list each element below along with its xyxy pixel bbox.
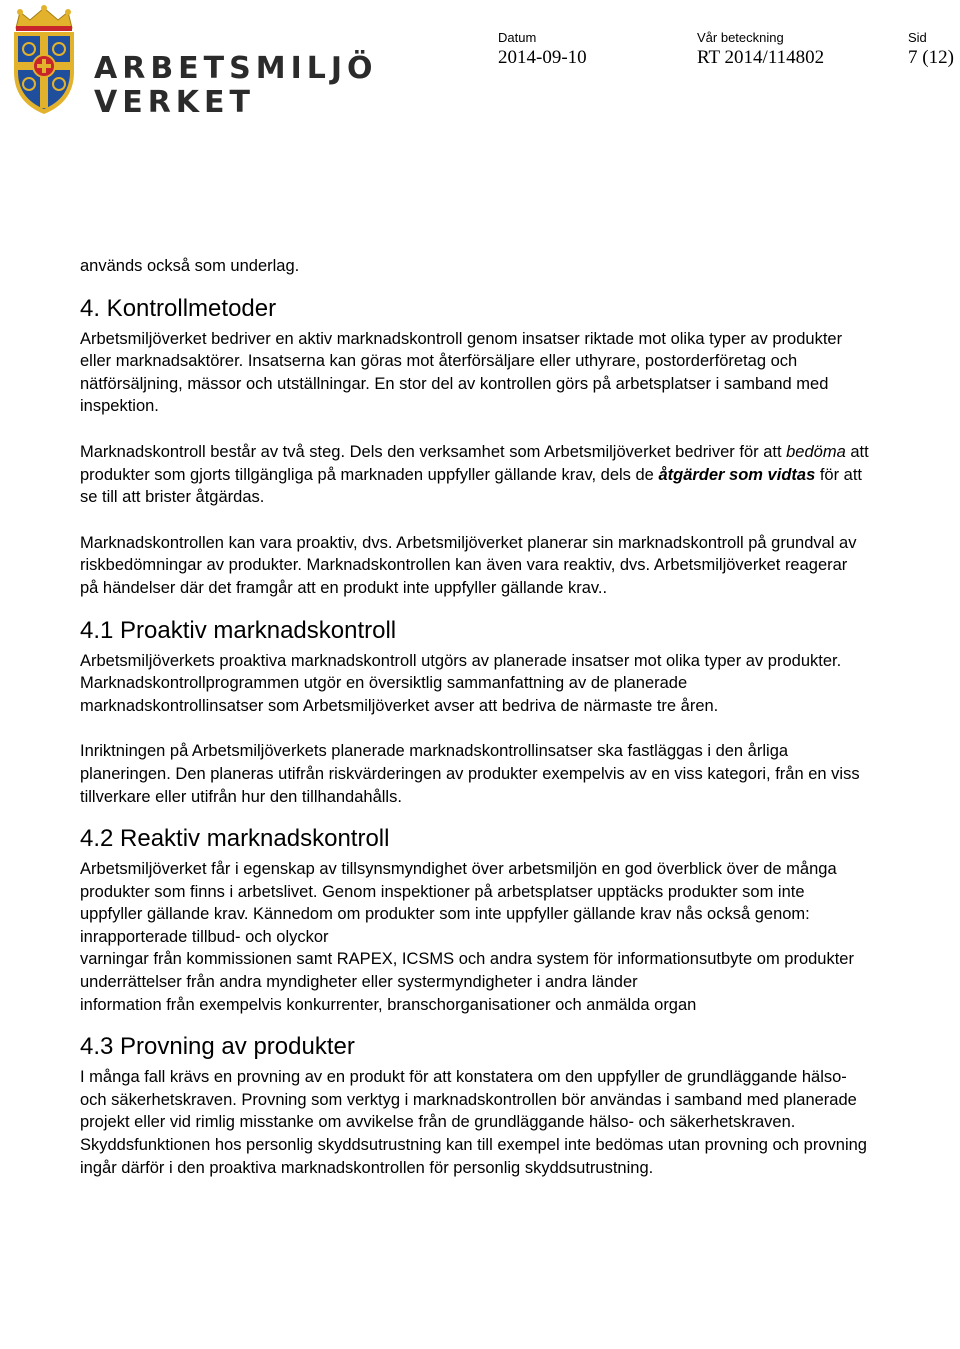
document-body: [80, 255, 870, 1179]
reference-value: RT 2014/114802: [697, 47, 825, 68]
reference-field: [697, 30, 824, 70]
section-4-2-heading: 4.2 Reaktiv marknadskontroll: [80, 825, 390, 853]
section-4-1-heading: 4.1 Proaktiv marknadskontroll: [80, 616, 397, 644]
section-4-1-paragraph-2: Inriktningen på Arbetsmiljöverkets planerade marknadskontrollinsatser ska fastläggas i den årliga planeringen. Den planeras utifrån riskvärderingen av produkter exempelvis av en viss kategori, från en viss tillverkare eller utifrån hur den tillhandahålls.: [80, 742, 860, 806]
section-4-3-paragraph-1: I många fall krävs en provning av en produkt för att konstatera om den uppfyller de grundläggande hälso- och säkerhetskraven. Provning som verktyg i marknadskontrollen bör användas i samband med planerade projekt eller vid rimlig misstanke om avvikelse från de grundläggande hälso- och säkerhetskraven. Skyddsfunktionen hos personlig skyddsutrustning kan till exempel inte bedömas utan provning och provning ingår därför i den proaktiva marknadskontrollen för personlig skyddsutrustning.: [80, 1068, 867, 1177]
section-4-1-paragraph-1: Arbetsmiljöverkets proaktiva marknadskontroll utgörs av planerade insatser mot olika typer av produkter. Marknadskontrollprogrammen utgör en översiktlig sammanfattning av de planerade marknadskontrollinsatser som Arbetsmiljöverket avser att bedriva de närmaste tre åren.: [80, 651, 842, 715]
page-label: Sid: [908, 30, 927, 45]
list-item: information från exempelvis konkurrenter, branschorganisationer och anmälda organ: [80, 995, 697, 1014]
list-item: inrapporterade tillbud- och olyckor: [80, 927, 329, 946]
section-4-heading: 4. Kontrollmetoder: [80, 294, 277, 322]
page-number-field: [908, 30, 954, 70]
date-field: [498, 30, 587, 70]
list-item: underrättelser från andra myndigheter eller systermyndigheter i andra länder: [80, 973, 638, 992]
emphasis-measures: åtgärder som vidtas: [658, 465, 816, 484]
source-list: [80, 926, 870, 1016]
section-4-paragraph-3: Marknadskontrollen kan vara proaktiv, dvs. Arbetsmiljöverket planerar sin marknadskontroll på grundval av riskbedömningar av produkter. Marknadskontrollen kan även vara reaktiv, dvs. Arbetsmiljöverket reagerar på händelser där det framgår att en produkt inte uppfyller gällande krav..: [80, 533, 857, 597]
coat-of-arms-icon: [6, 4, 82, 116]
page-value: 7 (12): [908, 47, 954, 68]
section-4-3-heading: 4.3 Provning av produkter: [80, 1033, 355, 1061]
emphasis-assess: bedöma: [786, 442, 846, 461]
section-4-paragraph-1: Arbetsmiljöverket bedriver en aktiv marknadskontroll genom insatser riktade mot olika typer av produkter eller marknadsaktörer. Insatserna kan göras mot återförsäljare eller uthyrare, postorderföretag och nätförsäljning, mässor och utställningar. En stor del av kontrollen görs på arbetsplatser i samband med inspektion.: [80, 329, 843, 416]
section-4-2-paragraph-1: Arbetsmiljöverket får i egenskap av tillsynsmyndighet över arbetsmiljön en god överblick över de många produkter som finns i arbetslivet. Genom inspektioner på arbetsplatser upptäcks produkter som inte uppfyller gällande krav. Kännedom om produkter som inte uppfyller gällande krav nås också genom:: [80, 860, 837, 924]
agency-logo: [6, 4, 378, 122]
intro-line: används också som underlag.: [80, 257, 300, 275]
date-label: Datum: [498, 30, 537, 45]
section-4-paragraph-2: Marknadskontroll består av två steg. Dels den verksamhet som Arbetsmiljöverket bedriver för att bedöma att produkter som gjorts tillgängliga på marknaden uppfyller gällande krav, dels de åtgärder som vidtas för att se till att brister åtgärdas.: [80, 442, 869, 507]
date-value: 2014-09-10: [498, 47, 587, 68]
logo-text-line1: ARBETSMILJÖ: [94, 51, 378, 86]
list-item: varningar från kommissionen samt RAPEX, ICSMS och andra system för informationsutbyte om produkter: [80, 950, 854, 969]
reference-label: Vår beteckning: [697, 30, 784, 45]
logo-text-line2: VERKET: [94, 85, 256, 120]
